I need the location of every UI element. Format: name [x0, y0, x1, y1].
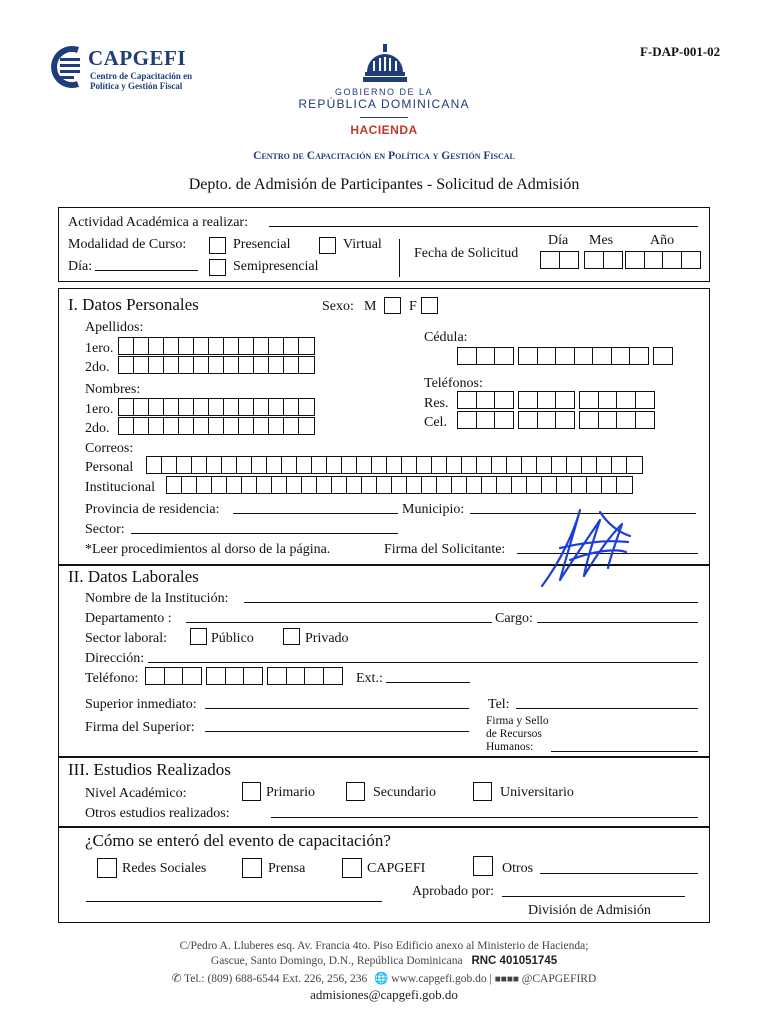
- provincia-label: Provincia de residencia:: [85, 502, 220, 517]
- virtual-label: Virtual: [343, 237, 382, 252]
- footer-contact: [0, 971, 768, 985]
- cedula-label: Cédula:: [424, 330, 468, 345]
- publico-checkbox[interactable]: [190, 628, 207, 645]
- privado-checkbox[interactable]: [283, 628, 300, 645]
- fecha-anio-header: Año: [650, 233, 675, 248]
- nombre1-label: 1ero.: [85, 402, 114, 417]
- sexo-label: Sexo:: [322, 299, 354, 314]
- municipio-label: Municipio:: [402, 502, 465, 517]
- provincia-field[interactable]: [233, 513, 398, 514]
- cargo-field[interactable]: [537, 622, 698, 623]
- fecha-label: Fecha de Solicitud: [414, 246, 519, 261]
- logo-subtitle-2: Política y Gestión Fiscal: [90, 81, 183, 91]
- footer-phone: Tel.: (809) 688-6544 Ext. 226, 256, 236: [184, 973, 368, 985]
- redes-checkbox[interactable]: [97, 858, 117, 878]
- otros-extra-field[interactable]: [86, 901, 382, 902]
- publico-label: Público: [211, 631, 254, 646]
- redes-label: Redes Sociales: [122, 861, 207, 876]
- nombre2-cells[interactable]: [118, 417, 313, 435]
- evento-title: ¿Cómo se enteró del evento de capacitación?: [85, 831, 391, 850]
- hacienda-label: HACIENDA: [350, 123, 418, 137]
- fecha-dia-header: Día: [548, 233, 569, 248]
- apellido2-cells[interactable]: [118, 356, 313, 374]
- sexo-m-checkbox[interactable]: [384, 297, 401, 314]
- otros-estudios-field[interactable]: [271, 817, 698, 818]
- nombre2-label: 2do.: [85, 421, 110, 436]
- nombres-label: Nombres:: [85, 382, 141, 397]
- otros-estudios-label: Otros estudios realizados:: [85, 806, 230, 821]
- correos-label: Correos:: [85, 441, 134, 456]
- capgefi-checkbox[interactable]: [342, 858, 362, 878]
- otros-field[interactable]: [540, 873, 698, 874]
- universitario-label: Universitario: [500, 785, 574, 800]
- superior-label: Superior inmediato:: [85, 697, 197, 712]
- secundario-checkbox[interactable]: [346, 782, 365, 801]
- aprobado-field[interactable]: [502, 896, 685, 897]
- social-icons: ■■■■: [494, 974, 519, 985]
- ext-field[interactable]: [386, 682, 470, 683]
- fecha-divider: [399, 239, 400, 277]
- capgefi-logo: [44, 44, 214, 90]
- firma-superior-field[interactable]: [205, 731, 469, 732]
- dia-label: Día:: [68, 259, 93, 274]
- res-label: Res.: [424, 396, 449, 411]
- prensa-checkbox[interactable]: [242, 858, 262, 878]
- correo-personal-label: Personal: [85, 460, 134, 475]
- ext-label: Ext.:: [356, 671, 383, 686]
- apellido1-label: 1ero.: [85, 341, 114, 356]
- modalidad-label: Modalidad de Curso:: [68, 237, 187, 252]
- secundario-label: Secundario: [373, 785, 436, 800]
- aprobado-label: Aprobado por:: [412, 884, 495, 899]
- apellido2-label: 2do.: [85, 360, 110, 375]
- cedula-cells-1[interactable]: [457, 347, 513, 365]
- cargo-label: Cargo:: [495, 611, 533, 626]
- cedula-cells-2[interactable]: [518, 347, 648, 365]
- capgefi-label: CAPGEFI: [367, 861, 426, 876]
- rrhh-label-1: Firma y Sello: [486, 715, 549, 727]
- semipresencial-checkbox[interactable]: [209, 259, 226, 276]
- presencial-label: Presencial: [233, 237, 291, 252]
- laboral-title: II. Datos Laborales: [68, 567, 199, 586]
- correo-institucional-cells[interactable]: [166, 476, 631, 494]
- actividad-label: Actividad Académica a realizar:: [68, 215, 248, 230]
- apellidos-label: Apellidos:: [85, 320, 144, 335]
- firma-solicitante-label: Firma del Solicitante:: [384, 542, 506, 557]
- telefonos-label: Teléfonos:: [424, 376, 483, 391]
- footer-address-2: [0, 955, 768, 967]
- otros-label: Otros: [502, 861, 534, 876]
- fecha-anio-cells[interactable]: [625, 251, 699, 269]
- rrhh-field[interactable]: [551, 751, 698, 752]
- universitario-checkbox[interactable]: [473, 782, 492, 801]
- fecha-mes-header: Mes: [589, 233, 614, 248]
- semipresencial-label: Semipresencial: [233, 259, 319, 274]
- rrhh-label-2: de Recursos: [486, 728, 542, 740]
- otros-checkbox[interactable]: [473, 856, 493, 876]
- dia-field[interactable]: [95, 270, 198, 271]
- cel-label: Cel.: [424, 415, 447, 430]
- departamento-label: Departamento :: [85, 611, 172, 626]
- primario-label: Primario: [266, 785, 315, 800]
- sexo-f-checkbox[interactable]: [421, 297, 438, 314]
- estudios-title: III. Estudios Realizados: [68, 760, 231, 779]
- direccion-label: Dirección:: [85, 651, 145, 666]
- gov-line-2: REPÚBLICA DOMINICANA: [298, 97, 470, 111]
- rrhh-label-3: Humanos:: [486, 741, 534, 753]
- institucion-label: Nombre de la Institución:: [85, 591, 229, 606]
- footer-rnc: RNC 401051745: [471, 955, 558, 967]
- gov-line-1: GOBIERNO DE LA: [334, 87, 434, 97]
- correo-personal-cells[interactable]: [146, 456, 641, 474]
- footer-address-1: C/Pedro A. Lluberes esq. Av. Francia 4to. Piso Edificio anexo al Ministerio de Hacienda;: [179, 940, 589, 952]
- departamento-field[interactable]: [186, 622, 492, 623]
- telefono-laboral-label: Teléfono:: [85, 671, 139, 686]
- apellido1-cells[interactable]: [118, 337, 313, 355]
- presencial-checkbox[interactable]: [209, 237, 226, 254]
- globe-icon: 🌐: [374, 973, 389, 985]
- actividad-field[interactable]: [269, 226, 698, 227]
- division-label: División de Admisión: [528, 903, 651, 918]
- sector-laboral-label: Sector laboral:: [85, 631, 168, 646]
- superior-field[interactable]: [205, 708, 469, 709]
- primario-checkbox[interactable]: [242, 782, 261, 801]
- tel-superior-field[interactable]: [516, 708, 698, 709]
- virtual-checkbox[interactable]: [319, 237, 336, 254]
- institucion-field[interactable]: [244, 602, 698, 603]
- footer-social[interactable]: @CAPGEFIRD: [521, 973, 597, 985]
- sector-field[interactable]: [131, 533, 398, 534]
- logo-subtitle-1: Centro de Capacitación en: [90, 71, 193, 81]
- form-title: Depto. de Admisión de Participantes - Solicitud de Admisión: [188, 176, 580, 193]
- sexo-f-label: F: [409, 299, 417, 314]
- prensa-label: Prensa: [268, 861, 306, 876]
- hacienda-divider: [360, 117, 408, 118]
- form-code: F-DAP-001-02: [640, 44, 721, 59]
- phone-icon: ✆: [171, 973, 182, 985]
- nombre1-cells[interactable]: [118, 398, 313, 416]
- privado-label: Privado: [305, 631, 349, 646]
- footer-separator: |: [489, 973, 492, 985]
- tel-superior-label: Tel:: [488, 697, 510, 712]
- sexo-m-label: M: [364, 299, 377, 314]
- sector-label: Sector:: [85, 522, 125, 537]
- center-name: Centro de Capacitación en Política y Gestión Fiscal: [253, 150, 515, 162]
- footer-address-2-text: Gascue, Santo Domingo, D.N., República Dominicana: [210, 955, 463, 967]
- government-dome-icon: [361, 44, 409, 86]
- correo-institucional-label: Institucional: [85, 480, 155, 495]
- firma-superior-label: Firma del Superior:: [85, 720, 195, 735]
- nivel-label: Nivel Académico:: [85, 786, 187, 801]
- capgefi-logo-icon: [44, 44, 88, 90]
- logo-name: CAPGEFI: [88, 46, 186, 70]
- footer-email[interactable]: admisiones@capgefi.gob.do: [310, 987, 458, 1002]
- footer-web[interactable]: www.capgefi.gob.do: [391, 973, 487, 985]
- fecha-dia-cells[interactable]: [540, 251, 577, 269]
- direccion-field[interactable]: [148, 662, 698, 663]
- personal-title: I. Datos Personales: [68, 295, 199, 314]
- fecha-mes-cells[interactable]: [584, 251, 621, 269]
- cedula-cells-3[interactable]: [653, 347, 672, 365]
- procedimientos-note: *Leer procedimientos al dorso de la página.: [85, 542, 331, 557]
